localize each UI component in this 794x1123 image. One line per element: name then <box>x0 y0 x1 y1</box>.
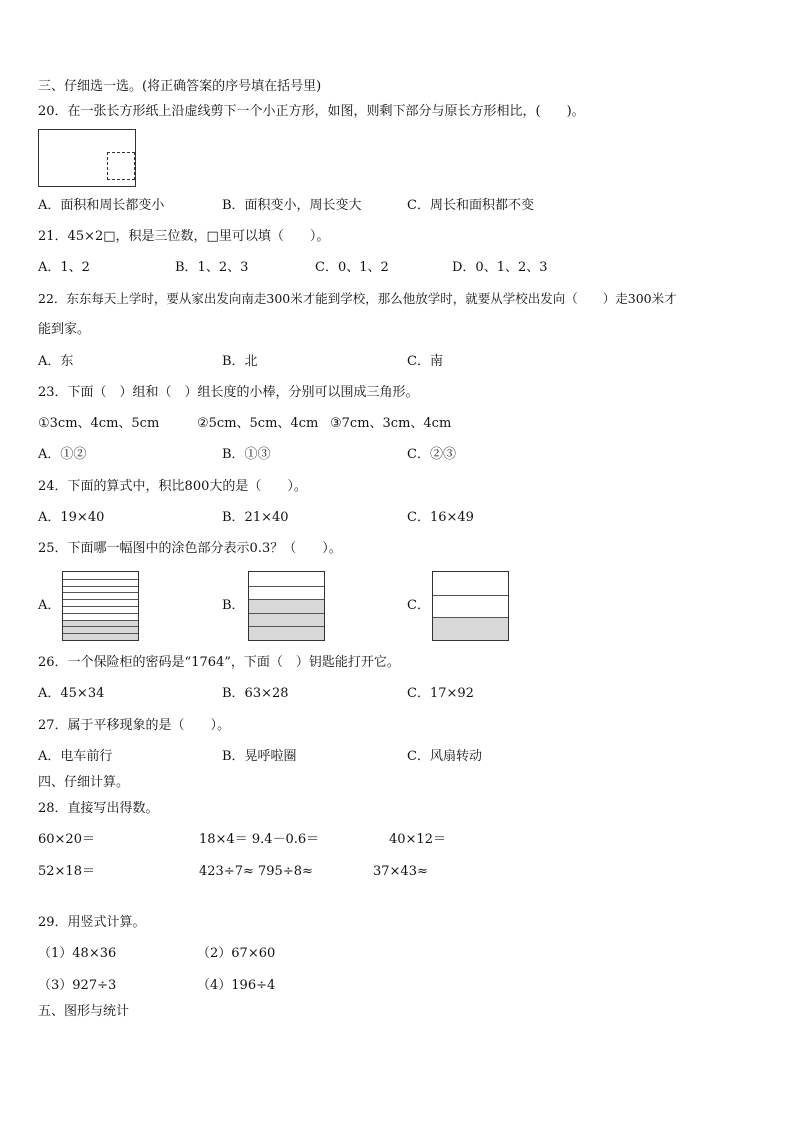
division-line <box>249 613 324 614</box>
q23-stem: 23．下面（ ）组和（ ）组长度的小棒，分别可以围成三角形。 <box>38 385 419 400</box>
q21-option-b[interactable]: B．1、2、3 <box>175 260 249 275</box>
q26-option-b[interactable]: B．63×28 <box>222 686 289 701</box>
q26-stem: 26．一个保险柜的密码是“1764”，下面（ ）钥匙能打开它。 <box>38 655 400 670</box>
q28-stem: 28．直接写出得数。 <box>38 801 159 816</box>
q25-figure-c[interactable] <box>432 571 509 641</box>
division-line <box>63 606 138 607</box>
division-line <box>433 617 508 618</box>
q22-option-c[interactable]: C．南 <box>407 354 443 369</box>
q29-item-3: （3）927÷3 <box>38 978 117 993</box>
q22-option-b[interactable]: B．北 <box>222 354 258 369</box>
q27-option-a[interactable]: A．电车前行 <box>38 749 113 764</box>
shaded-region <box>249 599 324 640</box>
division-line <box>249 626 324 627</box>
q25-option-c-label[interactable]: C． <box>407 598 430 613</box>
q28-item-6: 37×43≈ <box>373 864 428 879</box>
q27-stem: 27．属于平移现象的是（ ）。 <box>38 718 231 733</box>
q29-item-1: （1）48×36 <box>38 946 117 961</box>
q24-option-c[interactable]: C．16×49 <box>407 510 474 525</box>
q23-group-1: ①3cm、4cm、5cm <box>38 416 160 431</box>
q26-option-c[interactable]: C．17×92 <box>407 686 474 701</box>
q23-option-c[interactable]: C．②③ <box>407 447 456 462</box>
q22-stem-line2: 能到家。 <box>38 322 91 337</box>
q28-item-1: 60×20＝ <box>38 832 95 847</box>
q28-item-2: 18×4＝ 9.4－0.6＝ <box>199 832 320 847</box>
shaded-region <box>433 617 508 640</box>
q21-option-a[interactable]: A．1、2 <box>38 260 90 275</box>
q22-stem-line1: 22．东东每天上学时，要从家出发向南走300米才能到学校，那么他放学时，就要从学校出发向（ ）走300米才 <box>38 291 677 306</box>
division-line <box>249 599 324 600</box>
q23-option-a[interactable]: A．①② <box>38 447 87 462</box>
q23-option-b[interactable]: B．①③ <box>222 447 271 462</box>
q20-rectangle-figure <box>38 129 136 187</box>
q21-option-c[interactable]: C．0、1、2 <box>315 260 389 275</box>
q25-option-b-label[interactable]: B． <box>222 598 245 613</box>
q24-stem: 24．下面的算式中，积比800大的是（ ）。 <box>38 479 307 494</box>
q28-item-3: 40×12＝ <box>389 832 446 847</box>
division-line <box>63 613 138 614</box>
q29-item-2: （2）67×60 <box>197 946 276 961</box>
q28-item-4: 52×18＝ <box>38 864 95 879</box>
q20-option-c[interactable]: C．周长和面积都不变 <box>407 198 534 213</box>
division-line <box>63 620 138 621</box>
q24-option-b[interactable]: B．21×40 <box>222 510 289 525</box>
q20-stem: 20．在一张长方形纸上沿虚线剪下一个小正方形，如图，则剩下部分与原长方形相比，( )。 <box>38 104 585 119</box>
q25-option-a-label[interactable]: A． <box>38 598 61 613</box>
q28-item-5: 423÷7≈ 795÷8≈ <box>199 864 313 879</box>
q23-group-3: ③7cm、3cm、4cm <box>330 416 452 431</box>
q23-group-2: ②5cm、5cm、4cm <box>197 416 319 431</box>
q21-stem: 21．45×2□，积是三位数，□里可以填（ ）。 <box>38 229 330 244</box>
q29-item-4: （4）196÷4 <box>197 978 276 993</box>
q20-dashed-square <box>107 152 135 180</box>
q25-figure-a[interactable] <box>62 571 139 641</box>
division-line <box>63 599 138 600</box>
q20-option-b[interactable]: B．面积变小，周长变大 <box>222 198 362 213</box>
division-line <box>63 586 138 587</box>
section-4-title: 四、仔细计算。 <box>38 775 130 790</box>
q24-option-a[interactable]: A．19×40 <box>38 510 105 525</box>
q20-option-a[interactable]: A．面积和周长都变小 <box>38 198 165 213</box>
shaded-region <box>63 620 138 640</box>
section-3-title: 三、仔细选一选。(将正确答案的序号填在括号里) <box>38 79 322 94</box>
q26-option-a[interactable]: A．45×34 <box>38 686 105 701</box>
division-line <box>433 595 508 596</box>
division-line <box>63 579 138 580</box>
q25-stem: 25．下面哪一幅图中的涂色部分表示0.3？（ ）。 <box>38 541 342 556</box>
division-line <box>63 592 138 593</box>
division-line <box>249 586 324 587</box>
division-line <box>63 626 138 627</box>
q27-option-b[interactable]: B．晃呼啦圈 <box>222 749 297 764</box>
q29-stem: 29．用竖式计算。 <box>38 915 146 930</box>
section-5-title: 五、图形与统计 <box>38 1004 130 1019</box>
q25-figure-b[interactable] <box>248 571 325 641</box>
q21-option-d[interactable]: D．0、1、2、3 <box>452 260 548 275</box>
q22-option-a[interactable]: A．东 <box>38 354 74 369</box>
q27-option-c[interactable]: C．风扇转动 <box>407 749 482 764</box>
division-line <box>63 633 138 634</box>
